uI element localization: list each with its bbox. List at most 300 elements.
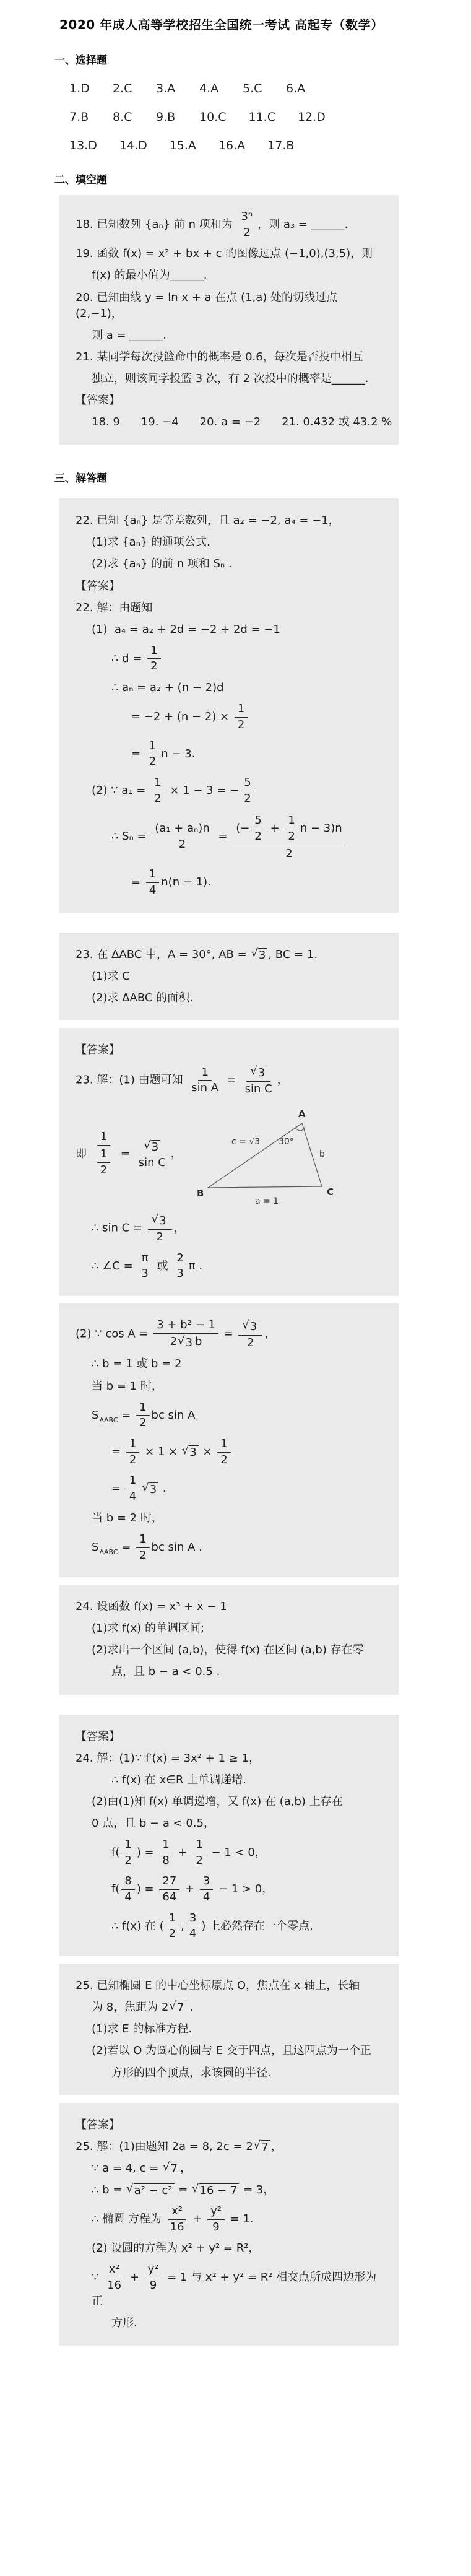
text-run: 【答案】 [76,1043,120,1057]
fraction [241,777,254,805]
fraction [285,814,298,843]
text-run: 1 [288,814,295,827]
text-run: ， [277,1073,288,1087]
text-run: 23. 解：(1) 由题可知 [76,1073,187,1087]
denominator [242,1082,275,1096]
denominator [136,1548,149,1562]
text-run: y² [147,2263,159,2276]
text-run: 独立，则该同学投篮 3 次，有 2 次投中的概率是______. [92,372,369,385]
q23-answer-box-1 [59,1028,399,1296]
numerator [246,1065,270,1082]
side-a-label: a = 1 [254,1196,279,1207]
text-run: 2 [124,1853,132,1867]
text-run: 方形的四个顶点，求该圆的半径. [111,2066,271,2079]
text-run: 3 [189,1446,197,1460]
fraction [207,2205,225,2234]
text-run: 9 [149,2279,157,2292]
text-run: + [266,822,283,835]
q25-answer-box [59,2103,399,2346]
text-run: 1 [162,1838,170,1852]
fraction [159,1838,172,1867]
text-run: − 1 < 0， [207,1846,266,1860]
q23-answer-mid [72,1124,182,1185]
formula-line [92,268,386,284]
text-run: ， [173,1222,185,1235]
text-run: 1 [139,1532,147,1546]
formula-line [92,1794,386,1810]
text-run: ，则 a₃ = ______. [257,218,348,232]
text-run: 21. 0.432 或 43.2 % [282,416,392,429]
fraction [136,1401,149,1430]
formula-line [92,1212,386,1245]
numerator [147,645,160,659]
fraction [97,1148,110,1177]
text-run: = −2 + (n − 2) × [131,710,233,724]
numerator [251,814,264,829]
numerator [151,777,164,791]
formula-line [111,812,386,861]
radical-sign-icon: √ [251,947,258,960]
formula-line [92,2043,386,2059]
numerator [152,822,212,837]
formula-line [92,1999,386,2016]
choice-answer: 4.A [199,82,219,95]
formula-line [92,2021,386,2037]
radicand [170,2162,179,2176]
text-run: 2 [100,1163,108,1177]
text-run: 7 [176,2001,184,2015]
denominator [147,659,160,673]
text-run: 8 [162,1853,170,1867]
radicand [134,2183,175,2198]
text-run: 当 b = 1 时， [92,1379,163,1393]
text-run: 7 [261,2140,269,2154]
fraction [235,703,248,731]
angle-a-label: 30° [278,1137,294,1147]
text-run: 3 [189,1911,197,1925]
fill-answers-row [92,414,392,430]
numerator [241,777,254,791]
formula-line [131,867,386,898]
text-run: (2) 设圆的方程为 x² + y² = R²， [92,2242,260,2255]
fraction [167,2205,188,2234]
formula-line [92,1510,386,1526]
denominator [97,1163,110,1177]
fraction [251,814,264,843]
text-run: , [181,1919,184,1933]
text-run: 19. 函数 f(x) = x² + bx + c 的图像过点 (−1,0),(3,5)，则 [76,247,373,261]
numerator [97,1148,110,1163]
numerator [198,1066,211,1081]
text-run: . [186,2001,194,2014]
numerator [238,1319,262,1336]
subscript: ΔABC [99,1416,118,1424]
text-run: (2)若以 O 为圆心的圆与 E 交于四点，且这四点为一个正 [92,2044,371,2058]
square-root [251,947,267,962]
text-run: ∴ sin C = [92,1222,146,1235]
text-run: x² [171,2204,183,2217]
denominator [167,2220,188,2234]
choice-answer: 10.C [199,110,227,124]
subscript: ΔABC [99,1548,118,1556]
choice-answer: 14.D [119,139,147,152]
text-run: ∴ b = [92,2183,126,2196]
formula-line [76,513,386,529]
choice-answer: 15.A [169,139,196,152]
numerator [139,1252,152,1267]
text-run: 【答案】 [76,1730,120,1743]
formula-line [111,1437,386,1468]
fraction [238,211,256,239]
base: S [92,1408,99,1422]
text-run: (2)求 {aₙ} 的前 n 项和 Sₙ . [92,557,232,571]
text-run: 2 [139,1416,147,1430]
denominator [282,846,295,861]
formula-line [76,1599,386,1615]
numerator [217,1438,230,1453]
text-run: ∴ b = 1 或 b = 2 [92,1357,182,1371]
text-run: 2 [244,791,251,805]
radicand [258,948,267,962]
formula-line [111,1473,386,1504]
text-run: 2 [156,1230,163,1244]
text-run: 8 [124,1874,132,1888]
text-run: 1 [150,643,158,657]
denominator [147,2278,160,2292]
formula-line [92,1642,386,1658]
text-run: 2 [139,1548,147,1562]
text-run: sin C [138,1156,166,1170]
text-run: = [131,876,144,889]
radical-sign-icon: √ [178,1334,185,1347]
denominator [92,1146,115,1178]
text-run: 3 [202,1874,210,1888]
radicand [249,1320,259,1334]
text-run: 16 [107,2279,122,2292]
text-run: 18. 已知数列 {aₙ} 前 n 项和为 [76,218,236,232]
text-run: 1 [220,1437,228,1450]
text-run: 【答案】 [76,2118,120,2131]
section-heading-fill: 二、填空题 [54,174,107,186]
fraction [192,1838,205,1867]
formula-line [76,2139,386,2155]
text-run: 23. 在 ΔABC 中，A = 30°, AB = [76,947,251,961]
text-run: × [199,1445,216,1459]
denominator [138,1266,151,1281]
text-run: 16 [170,2220,184,2234]
fraction [238,1319,262,1349]
text-run: 2 [196,1853,203,1867]
choice-answer: 5.C [243,82,262,95]
numerator [126,1438,139,1453]
text-run: 27 [162,1874,177,1888]
text-run: (1) a₄ = a₂ + 2d = −2 + 2d = −1 [92,622,280,636]
text-run: 【答案】 [76,579,120,593]
triangle-diagram [193,1106,359,1206]
denominator [235,718,248,732]
text-run: 16 − 7 [199,2184,238,2198]
text-run: 为 8，焦距为 2 [92,2001,169,2014]
text-run: 4 [189,1927,197,1941]
numerator [207,2205,225,2220]
text-run: ， [179,2161,191,2175]
text-run: 20. 已知曲线 y = ln x + a 在点 (1,a) 处的切线过点 (2,−1)， [76,290,341,320]
text-run: 24. 解：(1)∵ f′(x) = 3x² + 1 ≥ 1， [76,1751,260,1765]
formula-line [92,328,386,344]
q23-answer-diagram-row [72,1102,386,1206]
numerator [200,1875,213,1890]
text-run: ∴ Sₙ = [111,830,150,843]
choice-answers [69,82,471,152]
numerator [238,211,256,225]
fraction [200,1875,213,1904]
q24-question-box [59,1585,399,1694]
text-run: 或 [153,1259,172,1273]
choice-answer: 2.C [113,82,132,95]
choice-answer: 8.C [113,110,132,124]
q23-question-box [59,933,399,1020]
formula-line [111,1837,386,1868]
text-run: a² − c² [134,2184,173,2198]
text-run: (a₁ + aₙ)n [155,822,210,835]
square-root [126,2183,174,2198]
numerator [173,1252,186,1267]
text-run: 2 [129,1453,137,1466]
denominator [146,754,159,768]
denominator [151,791,164,806]
formula-line [76,209,386,240]
text-run: 20. a = −2 [199,416,261,429]
fraction [126,1474,139,1503]
formula-line [76,600,386,616]
fraction [151,777,164,805]
text-run: = [175,2183,192,2196]
radicand [199,2183,240,2198]
square-root [192,2183,239,2198]
formula-line [92,1621,386,1637]
numerator [136,1401,149,1416]
text-run: 2 [170,1335,178,1349]
text-run: = 1 与 x² + y² = R² 相交点所成四边形为正 [92,2271,377,2308]
numerator [106,2263,123,2278]
fraction [104,2263,124,2292]
text-run: n − 3)n [300,822,342,835]
numerator [192,1838,205,1853]
text-run: 1 [139,1400,147,1414]
choice-answer: 12.D [297,110,326,124]
formula-line [92,2240,386,2256]
denominator [121,1853,134,1868]
numerator [168,2205,186,2220]
base: S [92,1541,99,1554]
numerator [166,1912,179,1927]
square-root [152,1213,168,1228]
numerator [145,2263,162,2278]
fraction [217,1438,230,1466]
formula-line [92,1251,386,1282]
fraction [233,813,345,860]
text-run: b [195,1335,202,1349]
denominator [241,791,254,806]
fraction [136,1533,149,1562]
text-run: ∵ [92,2271,103,2284]
radicand [151,1140,160,1154]
denominator [136,1416,149,1430]
denominator [200,1890,213,1904]
q24-answer-box [59,1715,399,1957]
text-run: = [111,1482,124,1495]
fraction [146,740,159,768]
radical-sign-icon: √ [144,1138,151,1152]
text-run: bc sin A . [151,1541,202,1554]
text-run: 1 [100,1147,108,1161]
formula-line [76,1129,182,1179]
radical-sign-icon: √ [142,1481,149,1494]
fraction [121,1875,134,1904]
formula-line [92,1378,386,1395]
text-run: (2)由(1)知 f(x) 单调递增，又 f(x) 在 (a,b) 上存在 [92,1795,343,1808]
text-run: 22. 解：由题知 [76,601,153,614]
text-run: (− [236,822,250,835]
text-run: 2 [176,1251,184,1264]
text-run: 3 [151,1140,159,1154]
fraction [152,822,212,851]
fraction [166,1912,179,1941]
text-run: ) = [136,1846,158,1860]
text-run: 2 [285,846,293,860]
text-run: 3 [141,1267,149,1281]
square-root [144,1139,160,1154]
formula-line [76,1042,386,1058]
text-run: bc sin A [151,1408,196,1422]
text-run: 1 [129,1437,137,1450]
formula-line [111,2315,386,2331]
formula-line [76,1318,386,1351]
text-run: 18. 9 [92,416,120,429]
text-run: + [189,2213,206,2226]
text-run: f(x) 的最小值为______. [92,269,207,282]
text-run: 3 [257,1066,266,1080]
text-run: 4 [149,884,157,897]
choice-answer: 3.A [156,82,176,95]
numerator [146,868,159,883]
formula-line [92,622,386,638]
choice-answer: 7.B [69,110,89,124]
denominator [166,1926,179,1941]
radical-sign-icon: √ [126,2182,134,2196]
numerator [121,1838,134,1853]
text-run: π . [188,1259,203,1273]
denominator [136,1155,169,1170]
text-run: 25. 已知椭圆 E 的中心坐标原点 O，焦点在 x 轴上，长轴 [76,1979,360,1993]
choice-answer: 17.B [267,139,295,152]
text-run: ∵ a = 4, c = [92,2161,163,2175]
fraction [126,1438,139,1466]
text-run: (2) ∵ a₁ = [92,784,150,798]
formula-line [92,371,386,387]
denominator [126,1453,139,1467]
text-run: 2 [254,830,262,843]
section-heading-solve: 三、解答题 [54,472,107,485]
text-run: 方形. [111,2316,137,2330]
numerator [159,1838,172,1853]
formula-line [92,1532,386,1563]
formula-line [92,534,386,550]
text-run: 5 [244,776,251,789]
numerator [235,703,248,718]
fraction [92,1131,115,1178]
text-run: 1 [149,868,157,881]
formula-line [111,1911,386,1942]
text-run: 1 [129,1474,137,1487]
text-run: f( [111,1882,120,1896]
text-run: n − 3. [161,747,196,760]
radical-sign-icon: √ [242,1318,249,1332]
denominator [244,1336,257,1350]
text-run: 9 [212,2220,220,2234]
radicand [158,1214,168,1228]
text-run: 2 [237,718,245,731]
fraction [173,1252,186,1281]
text-run: ∴ aₙ = a₂ + (n − 2)d [111,681,224,695]
choice-answer: 11.C [248,110,275,124]
formula-line [92,1816,386,1832]
formula-line [131,739,386,770]
text-run: 24. 设函数 f(x) = x³ + x − 1 [76,1600,227,1614]
text-run: = 1. [226,2213,254,2226]
text-run: 2 [220,1453,228,1466]
radicand [257,1066,267,1080]
fraction [145,2263,162,2292]
formula-line [76,246,386,262]
radical-sign-icon: √ [192,2182,199,2196]
numerator [159,1875,179,1890]
text-run: 则 a = ______. [92,328,166,342]
denominator [167,1334,205,1350]
vertex-b-label: B [196,1188,204,1199]
side-b-label: b [319,1149,325,1160]
fraction [121,1838,134,1867]
text-run: 1 [201,1065,209,1079]
text-run: 当 b = 2 时， [92,1511,163,1525]
radical-sign-icon: √ [181,1444,189,1458]
numerator [148,1213,172,1230]
formula-line [92,968,386,985]
numerator [146,740,159,755]
text-run: 3 + b² − 1 [157,1318,215,1332]
document-page [0,15,471,2346]
numerator [285,814,298,829]
fraction [186,1912,199,1941]
text-run: = [111,1445,124,1459]
text-run: 21. 某同学每次投篮命中的概率是 0.6，每次是否投中相互 [76,350,363,363]
formula-line [111,680,386,696]
formula-line [92,2182,386,2198]
text-run: sin C [244,1082,272,1095]
text-run: 即 [76,1147,90,1161]
vertex-a-label: A [298,1108,306,1120]
text-run: ， [264,1327,276,1341]
text-run: 3 [185,1336,193,1349]
denominator [104,2278,124,2292]
fill-in-questions-box [59,195,399,445]
numerator [97,1131,110,1146]
q25-question-box [59,1964,399,2095]
text-run: 3 [258,949,266,962]
text-run: 2 [247,1336,254,1349]
text-run: × 1 − 3 = − [166,784,240,798]
text-run: (2)求出一个区间 (a,b)，使得 f(x) 在区间 (a,b) 存在零 [92,1643,364,1657]
